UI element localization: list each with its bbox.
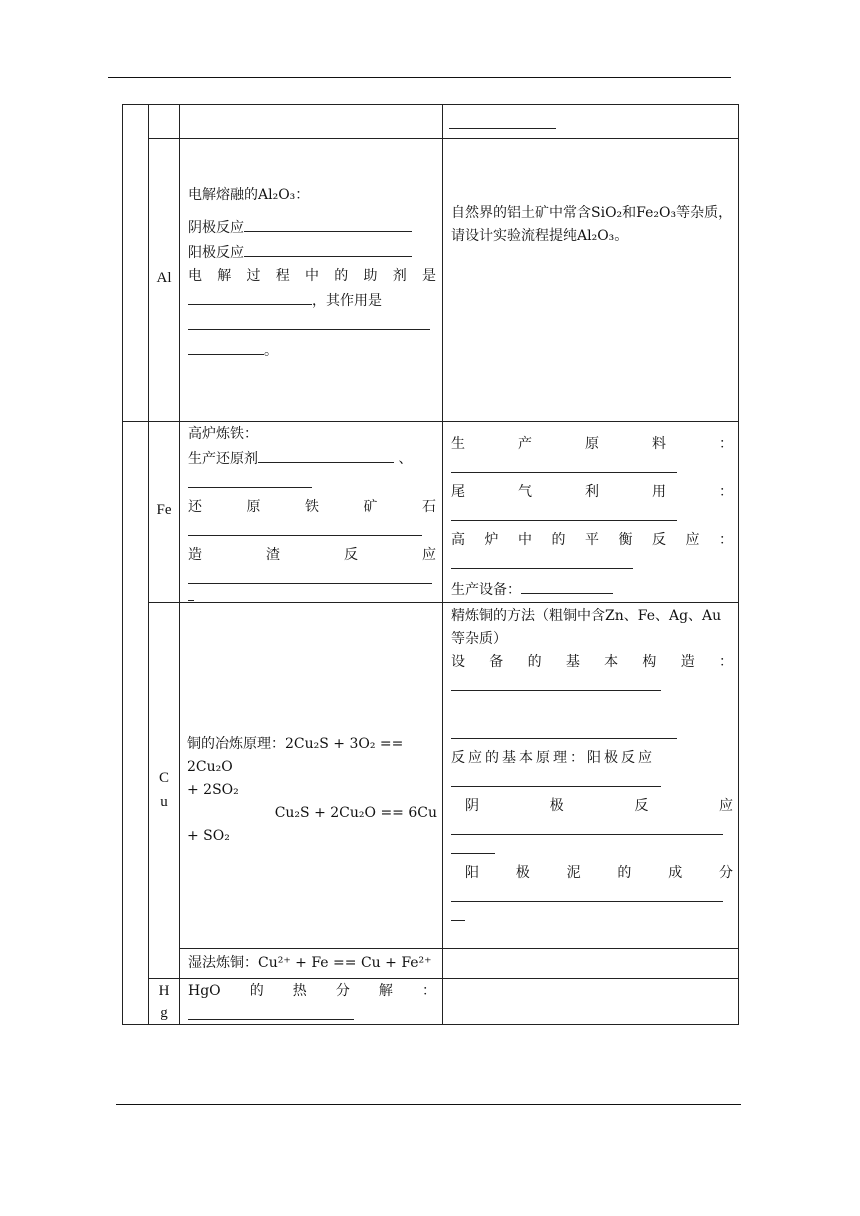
cu-smelt-line-4: + SO₂ bbox=[187, 828, 230, 844]
cu-wet-smelting: 湿法炼铜：Cu²⁺ + Fe == Cu + Fe²⁺ bbox=[188, 955, 432, 971]
cu-mud-blank-tail[interactable] bbox=[451, 904, 465, 921]
hg-decomp-line: HgO 的 热 分 解 ： bbox=[188, 983, 436, 999]
al-cathode-blank[interactable] bbox=[244, 215, 412, 232]
al-purification-prompt: 自然界的铝土矿中常含SiO₂和Fe₂O₃等杂质，请设计实验流程提纯Al₂O₃。 bbox=[451, 205, 733, 244]
fe-raw-blank[interactable] bbox=[451, 456, 677, 473]
fe-device-label: 生产设备： bbox=[451, 582, 521, 598]
fe-tail-blank[interactable] bbox=[451, 504, 677, 521]
cu-anode-blank[interactable] bbox=[451, 770, 661, 787]
fe-slag-blank-tail[interactable] bbox=[188, 584, 194, 601]
cu-mud-line: 阳 极 泥 的 成 分 bbox=[465, 865, 733, 881]
al-title: 电解熔融的Al₂O₃： bbox=[188, 187, 310, 203]
fe-reduce-blank[interactable] bbox=[188, 519, 422, 536]
cu-device-line: 设 备 的 基 本 构 造 ： bbox=[451, 654, 733, 670]
fe-device-blank[interactable] bbox=[521, 577, 613, 594]
cu-refining-cell bbox=[451, 605, 733, 929]
cu-smelt-line-1: 铜的冶炼原理：2Cu₂S + 3O₂ == 2Cu₂O bbox=[187, 736, 404, 775]
al-cathode-label: 阴极反应 bbox=[188, 220, 244, 236]
fe-reduce-ore-line: 还 原 铁 矿 石 bbox=[188, 499, 436, 515]
al-role-blank-1[interactable] bbox=[188, 313, 430, 330]
fe-tail-gas-line: 尾 气 利 用 ： bbox=[451, 484, 733, 500]
cu-smelt-line-3: Cu₂S + 2Cu₂O == 6Cu bbox=[274, 805, 437, 821]
cu-device-blank-2[interactable] bbox=[451, 722, 677, 739]
cu-refine-title: 精炼铜的方法（粗铜中含Zn、Fe、Ag、Au等杂质） bbox=[451, 608, 722, 647]
fe-equilibrium-blank[interactable] bbox=[451, 552, 633, 569]
cu-device-blank-1[interactable] bbox=[451, 674, 661, 691]
fe-equilibrium-line: 高 炉 中 的 平 衡 反 应 ： bbox=[451, 532, 733, 548]
element-hg: H g bbox=[158, 983, 170, 1021]
fe-reducer-blank-2[interactable] bbox=[188, 471, 312, 488]
hg-decomp-blank[interactable] bbox=[188, 1003, 354, 1020]
cu-smelt-line-2: + 2SO₂ bbox=[187, 782, 239, 798]
al-anode-label: 阳极反应 bbox=[188, 245, 244, 261]
cu-smelting-cell bbox=[187, 733, 437, 848]
element-cu: C u bbox=[158, 770, 169, 810]
cu-cathode-blank-tail[interactable] bbox=[451, 837, 495, 854]
fe-production-cell bbox=[451, 433, 733, 602]
continuation-blank bbox=[449, 112, 556, 137]
al-electrolysis-cell: 电解熔融的Al₂O₃： 阴极反应 阳极反应 电 解 过 程 中 的 助 剂 是 ，其作用是 。 bbox=[188, 184, 436, 363]
element-fe: Fe bbox=[156, 502, 172, 518]
fe-slag-line: 造 渣 反 应 bbox=[188, 547, 436, 563]
al-flux-role: ，其作用是 bbox=[312, 293, 382, 309]
al-anode-blank[interactable] bbox=[244, 240, 412, 257]
hg-decomposition-cell bbox=[188, 980, 436, 1028]
cu-mud-blank[interactable] bbox=[451, 885, 723, 902]
al-flux-line: 电 解 过 程 中 的 助 剂 是 bbox=[188, 268, 436, 284]
fe-reducer-label: 生产还原剂 bbox=[188, 451, 258, 467]
fe-blast-furnace-cell: 高炉炼铁： 生产还原剂 、 还 原 铁 矿 石 造 渣 反 应 bbox=[188, 423, 436, 609]
fe-raw-materials-line: 生 产 原 料 ： bbox=[451, 436, 733, 452]
cu-principle-line: 反应的基本原理：阳极反应 bbox=[451, 750, 655, 766]
al-flux-blank[interactable] bbox=[188, 288, 312, 305]
cu-cathode-line: 阴 极 反 应 bbox=[465, 798, 733, 814]
cu-cathode-blank[interactable] bbox=[451, 818, 723, 835]
fe-slag-blank[interactable] bbox=[188, 567, 432, 584]
fe-reducer-blank-1[interactable] bbox=[258, 446, 394, 463]
element-al: Al bbox=[156, 270, 172, 286]
al-role-blank-2[interactable] bbox=[188, 338, 264, 355]
fe-title: 高炉炼铁： bbox=[188, 426, 258, 442]
